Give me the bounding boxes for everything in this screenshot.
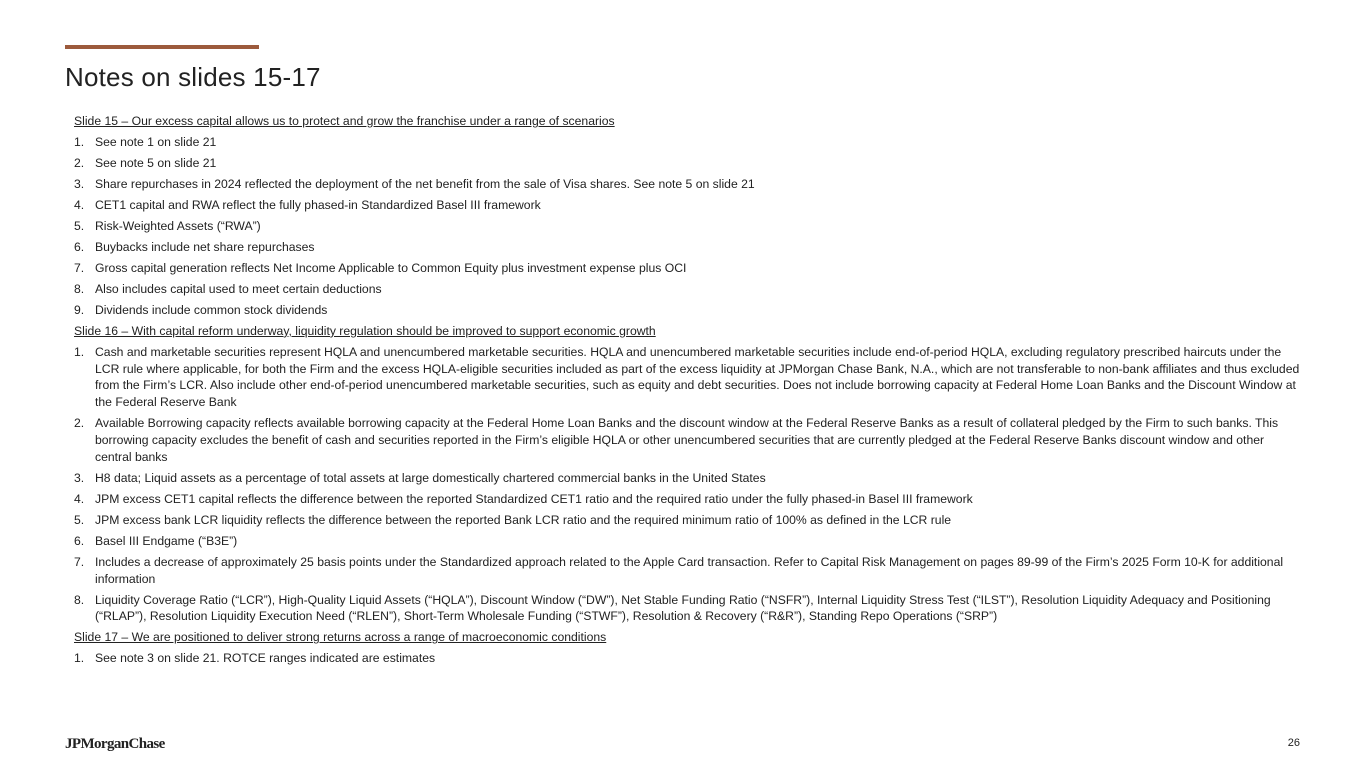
note-item [74,491,1304,508]
note-list [74,344,1304,625]
note-text: Basel III Endgame (“B3E”) [95,533,238,548]
note-text: JPM excess bank LCR liquidity reflects the difference between the reported Bank LCR ratio and the required minimum ratio of 100% as defined in the LCR rule [95,512,952,527]
note-text: CET1 capital and RWA reflect the fully phased-in Standardized Basel III framework [95,197,541,212]
note-item [74,260,1304,277]
note-number: 8. [74,281,85,296]
jpmorganchase-logo: JPMorganChase [65,736,165,752]
note-item [74,512,1304,529]
note-item [74,554,1304,588]
note-text: Liquidity Coverage Ratio (“LCR”), High-Quality Liquid Assets (“HQLA”), Discount Window (“DW”), Net Stable Funding Ratio (“NSFR”), Internal Liquidity Stress Test (“ILST”), Resolution Liquidity Adequacy and Positioning (“RLAP”), Resolution Liquidity Execution Need (“RLEN”), Short-Term Wholesale Funding (“STWF”), Resolution & Recovery (“R&R”), Standing Repo Operations (“SRP”) [95,592,1271,624]
title-accent-bar [65,45,259,49]
notes-container [74,113,1304,671]
section-heading: Slide 15 – Our excess capital allows us to protect and grow the franchise under a range of scenarios [74,114,615,128]
note-number: 2. [74,416,85,431]
note-number: 1. [74,344,85,359]
note-text: Available Borrowing capacity reflects available borrowing capacity at the Federal Home Loan Banks and the discount window at the Federal Reserve Banks as a result of collateral pledged by the Firm to such banks. This borrowing capacity excludes the benefit of cash and securities reported in the Firm’s eligible HQLA or other unencumbered securities that are currently pledged at the Federal Reserve Banks discount window and other central banks [95,416,1279,464]
note-item [74,533,1304,550]
note-item [74,470,1304,487]
note-item [74,592,1304,626]
note-text: JPM excess CET1 capital reflects the difference between the reported Standardized CET1 ratio and the required ratio under the fully phased-in Basel III framework [95,491,973,506]
note-list [74,650,1304,667]
note-number: 9. [74,302,85,317]
note-text: Buybacks include net share repurchases [95,239,315,254]
note-item [74,197,1304,214]
note-item [74,155,1304,172]
note-number: 7. [74,554,85,569]
section-heading: Slide 17 – We are positioned to deliver strong returns across a range of macroeconomic conditions [74,630,607,645]
note-number: 4. [74,491,85,506]
note-text: H8 data; Liquid assets as a percentage of total assets at large domestically chartered commercial banks in the United States [95,470,766,485]
note-item [74,415,1304,465]
page-title: Notes on slides 15-17 [65,62,321,92]
note-number: 1. [74,651,85,666]
page-number: 26 [1287,737,1300,749]
note-text: Share repurchases in 2024 reflected the deployment of the net benefit from the sale of Visa shares. See note 5 on slide 21 [95,176,755,191]
note-item [74,134,1304,151]
section-heading: Slide 16 – With capital reform underway, liquidity regulation should be improved to support economic growth [74,323,656,338]
note-item [74,302,1304,319]
note-item [74,344,1304,411]
note-number: 8. [74,592,85,607]
note-text: Gross capital generation reflects Net Income Applicable to Common Equity plus investment expense plus OCI [95,260,687,275]
note-number: 1. [74,134,85,149]
note-item [74,650,1304,667]
note-text: See note 3 on slide 21. ROTCE ranges indicated are estimates [95,651,436,666]
note-text: Cash and marketable securities represent HQLA and unencumbered marketable securities. HQLA and unencumbered marketable securities include end-of-period HQLA, excluding regulatory prescribed haircuts under the LCR rule where applicable, for both the Firm and the excess HQLA-eligible securities included as part of the excess liquidity at JPMorgan Chase Bank, N.A., which are not transferable to non-bank affiliates and thus excluded from the Firm’s LCR. Also include other end-of-period unencumbered marketable securities, such as equity and debt securities. Does not include borrowing capacity at Federal Home Loan Banks and the Discount Window at the Federal Reserve Bank [95,344,1300,410]
note-number: 3. [74,470,85,485]
note-text: See note 5 on slide 21 [95,155,217,170]
note-number: 3. [74,176,85,191]
note-number: 2. [74,155,85,170]
note-item [74,176,1304,193]
note-number: 6. [74,239,85,254]
note-number: 5. [74,218,85,233]
note-item [74,281,1304,298]
note-text: See note 1 on slide 21 [95,134,217,149]
note-number: 4. [74,197,85,212]
note-text: Risk-Weighted Assets (“RWA”) [95,218,261,233]
note-item [74,218,1304,235]
note-number: 5. [74,512,85,527]
note-number: 7. [74,260,85,275]
note-text: Dividends include common stock dividends [95,302,328,317]
note-number: 6. [74,533,85,548]
note-item [74,239,1304,256]
note-list [74,134,1304,319]
note-text: Also includes capital used to meet certain deductions [95,281,382,296]
note-text: Includes a decrease of approximately 25 basis points under the Standardized approach related to the Apple Card transaction. Refer to Capital Risk Management on pages 89-99 of the Firm’s 2025 Form 10-K for additional information [95,554,1284,586]
